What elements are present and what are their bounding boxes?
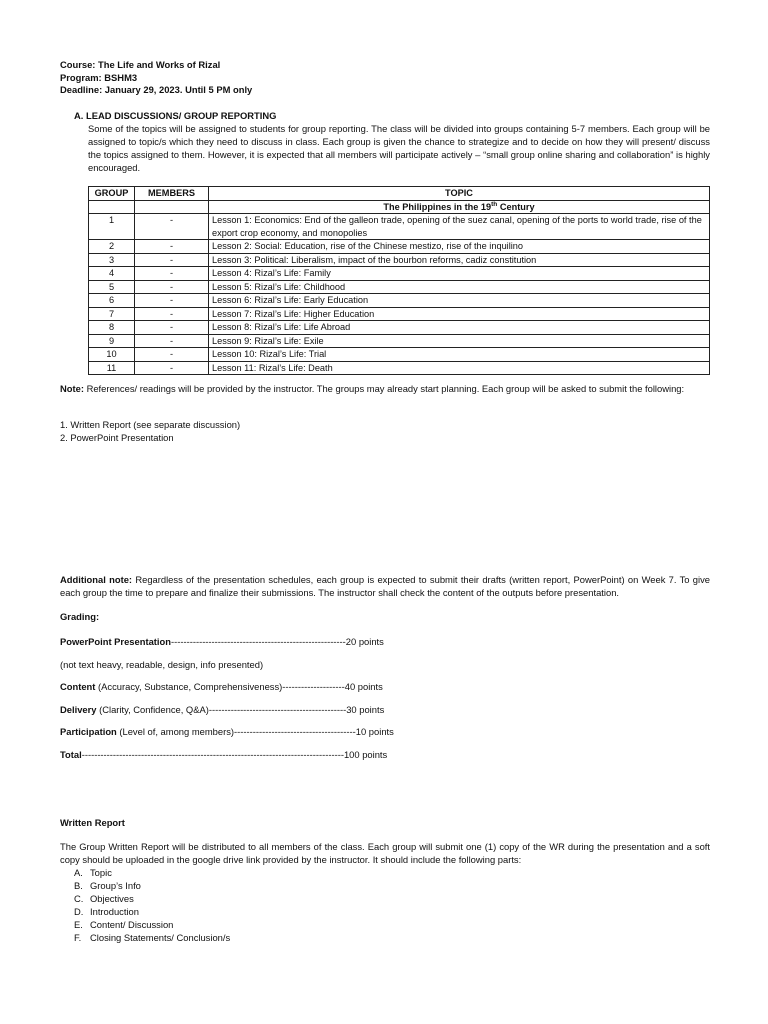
- members-cell: -: [135, 321, 209, 335]
- course-line: Course: The Life and Works of Rizal: [60, 59, 221, 70]
- topic-subheader: The Philippines in the 19th Century: [209, 200, 710, 214]
- list-item: [74, 866, 230, 879]
- group-cell: 8: [89, 321, 135, 335]
- topic-cell: Lesson 10: Rizal’s Life: Trial: [209, 348, 710, 362]
- topics-table: [88, 186, 710, 375]
- grading-content: Content (Accuracy, Substance, Comprehensiveness)--------------------40 points: [60, 681, 383, 692]
- note-text: References/ readings will be provided by the instructor. The groups may already start planning. Each group will be asked to submit the following:: [83, 383, 685, 394]
- topic-cell: Lesson 9: Rizal’s Life: Exile: [209, 334, 710, 348]
- table-row: [89, 240, 710, 254]
- grading-delivery: Delivery (Clarity, Confidence, Q&A)--------------------------------------------30 points: [60, 704, 385, 715]
- list-item: [74, 918, 230, 931]
- table-row: [89, 280, 710, 294]
- table-row: [89, 361, 710, 375]
- list-item-letter: C.: [74, 893, 84, 904]
- members-cell: -: [135, 280, 209, 294]
- note-paragraph: [60, 382, 710, 395]
- members-cell: -: [135, 267, 209, 281]
- group-cell: 5: [89, 280, 135, 294]
- members-cell: -: [135, 253, 209, 267]
- group-cell: 9: [89, 334, 135, 348]
- group-cell: 10: [89, 348, 135, 362]
- section-a-title: A. LEAD DISCUSSIONS/ GROUP REPORTING: [74, 110, 277, 121]
- grading-title: Grading:: [60, 611, 100, 622]
- members-cell: -: [135, 334, 209, 348]
- topic-cell: Lesson 7: Rizal’s Life: Higher Education: [209, 307, 710, 321]
- list-item-letter: D.: [74, 906, 84, 917]
- table-header-row: [89, 187, 710, 201]
- header-topic: TOPIC: [209, 187, 710, 201]
- group-cell: 2: [89, 240, 135, 254]
- members-cell: -: [135, 294, 209, 308]
- list-item: 2. PowerPoint Presentation: [60, 432, 174, 443]
- group-cell: 1: [89, 214, 135, 240]
- group-cell: 7: [89, 307, 135, 321]
- table-row: [89, 267, 710, 281]
- grading-total: Total------------------------------------------------------------------------------------100 points: [60, 749, 388, 760]
- members-cell: -: [135, 348, 209, 362]
- topic-cell: Lesson 5: Rizal’s Life: Childhood: [209, 280, 710, 294]
- table-row: [89, 334, 710, 348]
- list-item-letter: B.: [74, 880, 83, 891]
- members-cell: -: [135, 240, 209, 254]
- topic-cell: Lesson 3: Political: Liberalism, impact of the bourbon reforms, cadiz constitution: [209, 253, 710, 267]
- topic-cell: Lesson 11: Rizal’s Life: Death: [209, 361, 710, 375]
- header-members: MEMBERS: [135, 187, 209, 201]
- grading-powerpoint: PowerPoint Presentation--------------------------------------------------------20 points: [60, 636, 384, 647]
- additional-note-paragraph: [60, 573, 710, 599]
- list-item: [74, 931, 230, 944]
- list-item-text: Content/ Discussion: [90, 919, 174, 930]
- topic-cell: Lesson 1: Economics: End of the galleon trade, opening of the suez canal, opening of the ports to world trade, rise of the export crop economy, and monopolies: [209, 214, 710, 240]
- additional-note-text: Regardless of the presentation schedules, each group is expected to submit their drafts (written report, PowerPoint) on Week 7. To give each group the time to prepare and finalize their submissions. The instructor shall check the content of the outputs before presentation.: [60, 574, 711, 598]
- deadline-line: Deadline: January 29, 2023. Until 5 PM only: [60, 84, 253, 95]
- header-group: GROUP: [89, 187, 135, 201]
- list-item-text: Group’s Info: [90, 880, 141, 891]
- table-subheader-row: [89, 200, 710, 214]
- table-row: [89, 253, 710, 267]
- list-item-text: Closing Statements/ Conclusion/s: [90, 932, 231, 943]
- table-row: [89, 214, 710, 240]
- list-item-letter: E.: [74, 919, 83, 930]
- grading-participation: Participation (Level of, among members)---------------------------------------10 points: [60, 726, 394, 737]
- list-item-text: Introduction: [90, 906, 139, 917]
- written-report-body: The Group Written Report will be distributed to all members of the class. Each group will submit one (1) copy of the WR during the presentation and a soft copy should be uploaded in the google drive link provided by the instructor. It should include the following parts:: [60, 841, 710, 865]
- section-a-body: Some of the topics will be assigned to students for group reporting. The class will be divided into groups containing 5-7 members. Each group will be assigned to topic/s which they need to discuss in class. Each group is given the chance to strategize and to decide on how they will present/ discuss the topics assigned to them. However, it is expected that all members will participate actively – “small group online sharing and collaboration” is highly encouraged.: [88, 123, 710, 173]
- topic-cell: Lesson 8: Rizal’s Life: Life Abroad: [209, 321, 710, 335]
- list-item: [74, 879, 230, 892]
- topic-cell: Lesson 6: Rizal’s Life: Early Education: [209, 294, 710, 308]
- table-row: [89, 307, 710, 321]
- list-item: 1. Written Report (see separate discussion): [60, 419, 241, 430]
- note-label: Note:: [60, 383, 84, 394]
- list-item-letter: A.: [74, 867, 83, 878]
- written-report-title: Written Report: [60, 817, 125, 828]
- additional-note-label: Additional note:: [60, 574, 133, 585]
- topic-cell: Lesson 2: Social: Education, rise of the Chinese mestizo, rise of the inquilino: [209, 240, 710, 254]
- list-item: [74, 905, 230, 918]
- note-items: [60, 418, 240, 444]
- members-cell: -: [135, 361, 209, 375]
- list-item-letter: F.: [74, 932, 82, 943]
- table-row: [89, 321, 710, 335]
- document-header: [60, 59, 252, 97]
- topic-cell: Lesson 4: Rizal’s Life: Family: [209, 267, 710, 281]
- written-report-parts: [74, 866, 230, 944]
- grading-powerpoint-note: (not text heavy, readable, design, info presented): [60, 659, 264, 670]
- table-row: [89, 348, 710, 362]
- table-row: [89, 294, 710, 308]
- list-item: [74, 892, 230, 905]
- list-item-text: Topic: [90, 867, 112, 878]
- list-item-text: Objectives: [90, 893, 134, 904]
- members-cell: -: [135, 307, 209, 321]
- members-cell: -: [135, 214, 209, 240]
- group-cell: 4: [89, 267, 135, 281]
- group-cell: 6: [89, 294, 135, 308]
- group-cell: 3: [89, 253, 135, 267]
- group-cell: 11: [89, 361, 135, 375]
- program-line: Program: BSHM3: [60, 71, 138, 83]
